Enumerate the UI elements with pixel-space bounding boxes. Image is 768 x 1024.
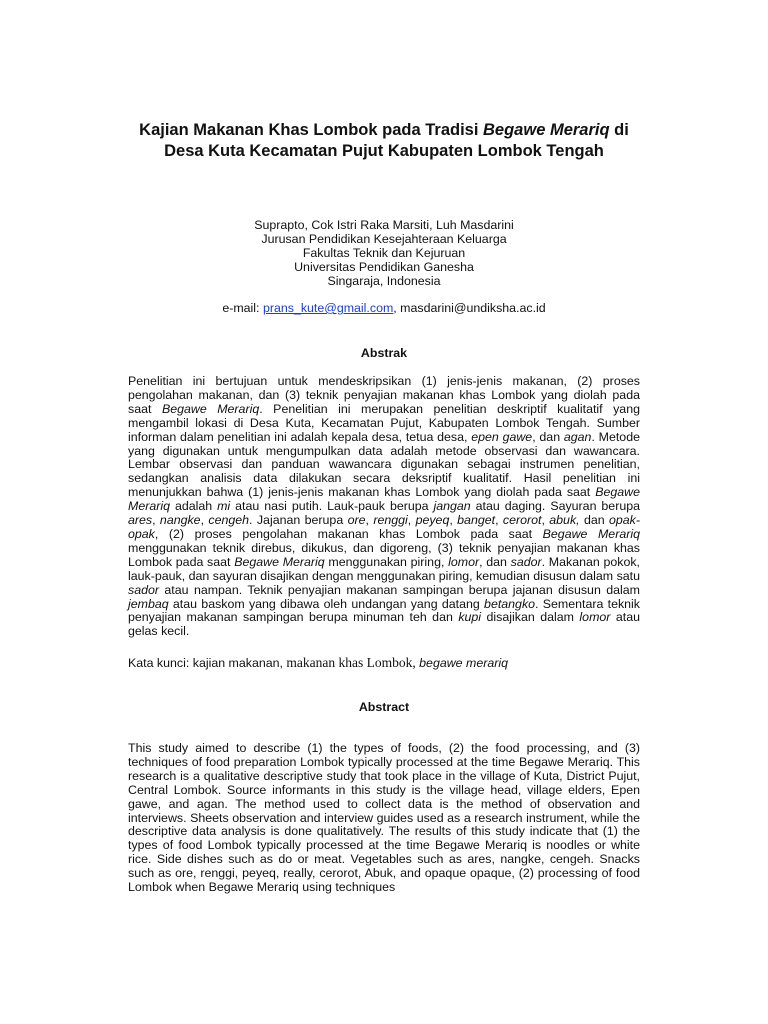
email-secondary: masdarini@undiksha.ac.id [400,301,546,315]
abstrak-text-segment: , [365,513,374,528]
paper-title [120,120,648,162]
abstrak-italic-term: Begawe Merariq [161,401,260,416]
abstrak-italic-term: Begawe Merariq [542,526,640,541]
abstrak-italic-term: peyeq [415,513,450,528]
abstrak-text-segment: menggunakan teknik direbus, dikukus, dan digoreng, (3) teknik penyajian makanan khas Lombok pada saat [128,540,640,569]
abstrak-text-segment: menggunakan piring, [324,554,449,569]
abstrak-text-segment: , dan [532,429,564,444]
title-text-part1: Kajian Makanan Khas Lombok pada Tradisi [139,121,484,139]
author-university: Universitas Pendidikan Ganesha [294,260,474,274]
abstrak-text-segment: adalah [170,499,218,514]
abstrak-text-segment: , dan [479,554,511,569]
author-city: Singaraja, Indonesia [327,274,441,288]
title-italic: Begawe Merariq [483,121,610,139]
abstrak-body [128,375,640,639]
abstrak-italic-term: Begawe Merariq [234,554,325,569]
author-faculty: Fakultas Teknik dan Kejuruan [302,246,466,260]
abstrak-text-segment: , (2) proses pengolahan makanan khas Lombok pada saat [154,526,543,541]
abstract-heading: Abstract [358,700,410,714]
abstrak-italic-term: ore [347,513,366,528]
author-department: Jurusan Pendidikan Kesejahteraan Keluarga [261,232,507,246]
title-text-part2: di Desa Kuta Kecamatan Pujut Kabupaten Lombok Tengah [164,121,629,160]
abstrak-text-segment: atau daging. Sayuran berupa [470,499,640,514]
abstrak-italic-term: lomor [448,554,480,569]
abstrak-italic-term: cengeh [208,513,250,528]
abstract-body: This study aimed to describe (1) the types of foods, (2) the food processing, and (3) techniques of food preparation Lombok typically processed at the time Begawe Merariq. This research is a qualitative descriptive study that took place in the village of Kuta, District Pujut, Central Lombok. Source informants in this study is the village head, village elders, Epen gawe, and agan. The method used to collect data is the method of observation and interviews. Sheets observation and interview guides used as a research instrument, while the descriptive data analysis is done qualitatively. The results of this study indicate that (1) the types of food Lombok typically processed at the time Begawe Merariq is noodles or white rice. Side dishes such as do or meat. Vegetables such as ares, nangke, cengeh. Snacks such as ore, renggi, peyeq, really, cerorot, Abuk, and opaque opaque, (2) processing of food Lombok when Begawe Merariq using techniques [128,741,640,895]
abstrak-italic-term: lomor [579,610,611,625]
abstrak-text-segment: atau nasi putih. Lauk-pauk berupa [230,499,434,514]
abstrak-italic-term: sador [510,554,542,569]
keywords-label: Kata kunci: kajian makanan, [128,656,287,670]
abstrak-italic-term: jembaq [128,596,169,611]
abstrak-text-segment: . Metode yang digunakan untuk mengumpulkan data adalah metode observasi dan wawancara. Lembar observasi dan panduan wawancara digunakan sebagai instrumen penelitian, sedangkan analisis data dilakukan secara deksriptif kualitatif. Hasil penelitian ini menunjukkan bahwa (1) jenis-jenis makanan khas Lombok yang diolah pada saat [128,429,640,500]
abstrak-italic-term: sador [128,582,159,597]
email-line [130,301,638,315]
keywords-line [128,656,640,670]
abstrak-text-segment: atau nampan. Teknik penyajian makanan sampingan berupa jajanan disusun dalam [159,582,640,597]
keywords-italic: begawe merariq [419,656,509,670]
author-block [130,218,638,288]
abstrak-text-segment: , [541,513,550,528]
abstrak-italic-term: agan [563,429,592,444]
abstrak-text-segment: , [495,513,503,528]
abstrak-text-segment: atau gelas kecil. [128,610,640,639]
abstrak-italic-term: banget [457,513,496,528]
email-separator: , [393,301,401,315]
abstrak-text-segment: . Penelitian ini merupakan penelitian deskriptif kualitatif yang mengambil lokasi di Desa Kuta, Kecamatan Pujut, Kabupaten Lombok Tengah. Sumber informan dalam penelitian ini adalah kepala desa, tetua desa, [128,401,640,444]
abstrak-italic-term: betangko [484,596,536,611]
abstrak-italic-term: ares [128,513,153,528]
abstrak-italic-term: Begawe Merariq [128,485,640,514]
abstrak-text-segment: . Makanan pokok, lauk-pauk, dan sayuran disajikan dengan menggunakan piring, kemudian disusun dalam satu [128,554,640,583]
abstrak-text-segment: , [152,513,160,528]
abstrak-text-segment: disajikan dalam [481,610,580,625]
abstrak-italic-term: renggi [373,513,408,528]
abstrak-text-segment: , [200,513,209,528]
abstrak-italic-term: jangan [433,499,471,514]
abstrak-italic-term: mi [217,499,231,514]
abstrak-heading: Abstrak [360,346,408,360]
email-link[interactable]: prans_kute@gmail.com [262,301,394,315]
author-names: Suprapto, Cok Istri Raka Marsiti, Luh Masdarini [254,218,514,232]
abstrak-text-segment: . Sementara teknik penyajian makanan sampingan berupa minuman teh dan [128,596,640,625]
keywords-serif: makanan khas Lombok, [286,655,420,670]
abstrak-text-segment: , [449,513,458,528]
abstrak-italic-term: epen gawe [471,429,533,444]
abstrak-text-segment: Penelitian ini bertujuan untuk mendeskripsikan (1) jenis-jenis makanan, (2) proses pengolahan makanan, dan (3) teknik penyajian makanan khas Lombok yang diolah pada saat [128,374,640,416]
abstrak-text-segment: . Jajanan berupa [249,513,348,528]
email-label: e-mail: [222,301,263,315]
abstrak-italic-term: cerorot [502,513,542,528]
abstrak-italic-term: nangke [159,513,201,528]
abstrak-italic-term: opak-opak [128,513,640,541]
abstrak-italic-term: abuk, [549,513,580,528]
abstrak-text-segment: dan [579,513,609,528]
abstrak-text-segment: atau baskom yang dibawa oleh undangan yang datang [168,596,485,611]
abstrak-italic-term: kupi [458,610,482,625]
abstrak-text-segment: , [407,513,416,528]
